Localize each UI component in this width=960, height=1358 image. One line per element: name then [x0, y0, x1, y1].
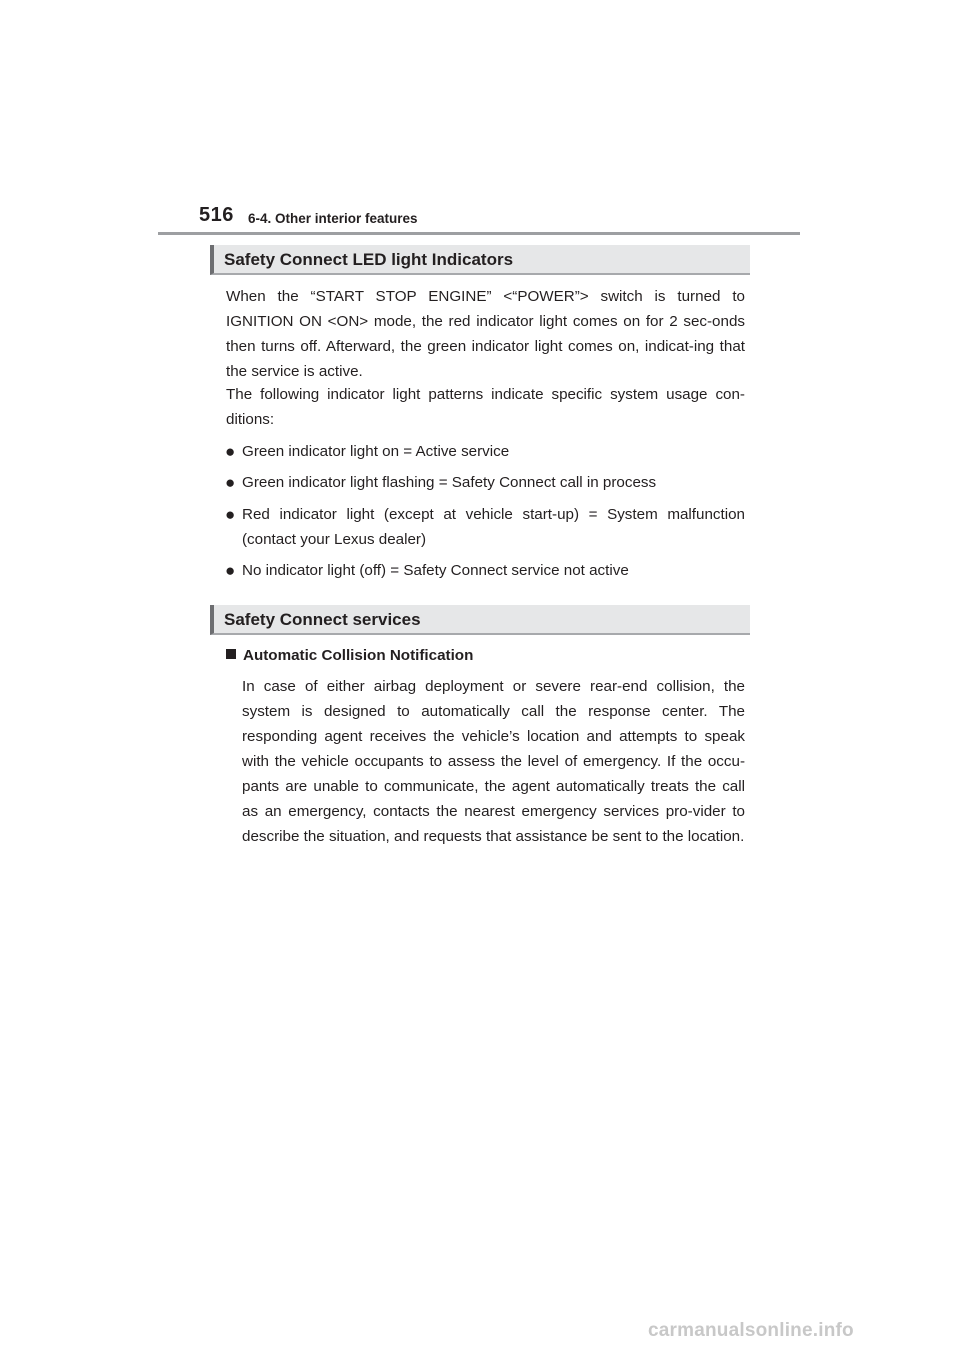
patterns-paragraph: The following indicator light patterns indicate specific system usage con-ditions:: [226, 386, 745, 428]
section-band-services: [210, 605, 750, 635]
bullet-item: [225, 502, 745, 552]
bullet-icon: ●: [225, 561, 236, 580]
intro-paragraph: When the “START STOP ENGINE” <“POWER”> switch is turned to IGNITION ON <ON> mode, the red indicator light comes on for 2 sec-onds then turns off. Afterward, the green indicator light comes on, indicat-ing that the service is active.: [226, 288, 745, 380]
collision-notification-paragraph: In case of either airbag deployment or severe rear-end collision, the system is designed to automatically call the response center. The responding agent receives the vehicle’s location and attempts to speak with the vehicle occupants to assess the level of emergency. If the occu-pants are unable to communicate, the agent automatically treats the call as an emergency, contacts the nearest emergency services pro-vider to describe the situation, and requests that assistance be sent to the location.: [242, 678, 745, 845]
header-rule: [158, 232, 800, 235]
section-band-title: Safety Connect LED light Indicators: [224, 250, 514, 269]
bullet-item: [225, 558, 745, 583]
bullet-item: [225, 470, 745, 495]
square-bullet-icon: [226, 649, 236, 659]
subheading-text: Automatic Collision Notification: [243, 647, 474, 664]
watermark-logo: carmanualsonline.info: [648, 1320, 854, 1341]
page-number: 516: [199, 204, 234, 226]
bullet-text: No indicator light (off) = Safety Connect service not active: [242, 562, 629, 579]
bullet-text: Red indicator light (except at vehicle start-up) = System malfunction (contact your Lexus dealer): [242, 506, 745, 548]
bullet-icon: ●: [225, 505, 236, 524]
bullet-item: [225, 439, 745, 464]
section-header-title: 6-4. Other interior features: [248, 211, 418, 226]
subheading: [226, 643, 473, 668]
bullet-icon: ●: [225, 442, 236, 461]
bullet-text: Green indicator light flashing = Safety Connect call in process: [242, 474, 657, 491]
section-band-led-indicators: [210, 245, 750, 275]
section-band-title: Safety Connect services: [224, 610, 421, 629]
bullet-icon: ●: [225, 473, 236, 492]
bullet-text: Green indicator light on = Active service: [242, 443, 510, 460]
